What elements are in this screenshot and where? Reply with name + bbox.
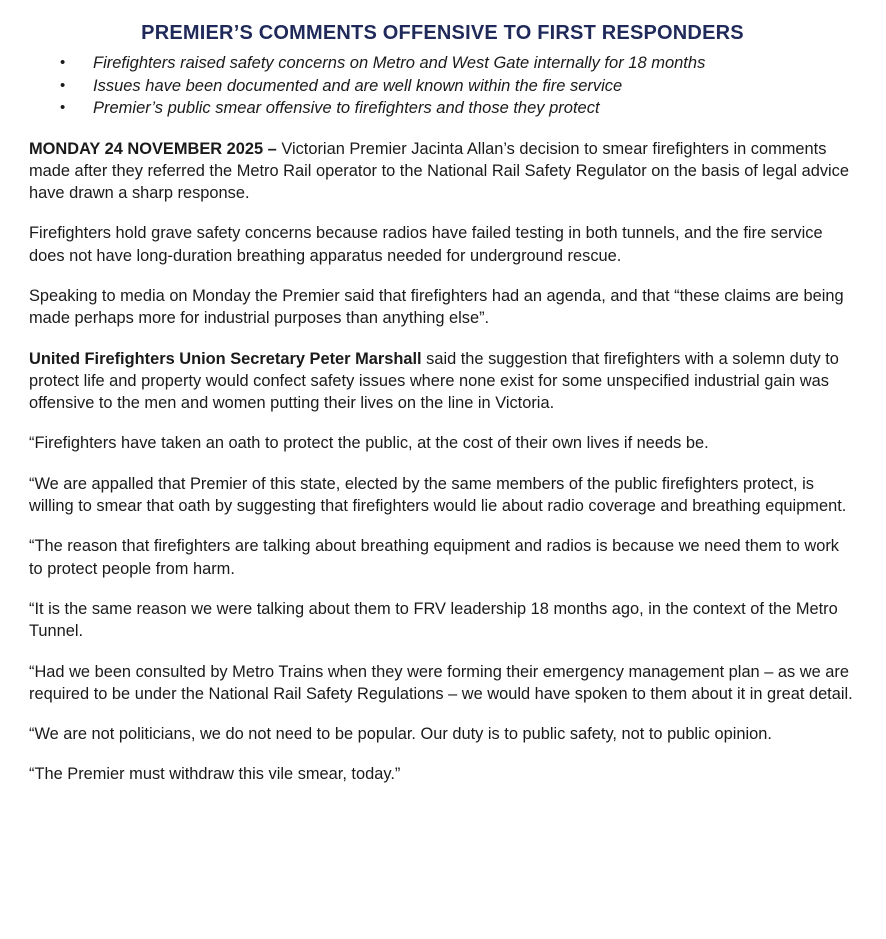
bullet-text: Premier’s public smear offensive to firefighters and those they protect — [93, 99, 600, 117]
bullet-dot-icon: • — [60, 99, 66, 116]
quote-equipment: “The reason that firefighters are talking about breathing equipment and radios is because we need them to work to protect people from harm. — [29, 537, 839, 578]
speaker-name: United Firefighters Union Secretary Peter Marshall — [29, 349, 422, 368]
bullet-item — [29, 75, 856, 98]
quote-consultation: “Had we been consulted by Metro Trains when they were forming their emergency management plan – as we are required to be under the National Rail Safety Regulations – we would have spoken to them about it in great detail. — [29, 662, 853, 703]
paragraph-lead — [29, 138, 856, 205]
quote-oath: “Firefighters have taken an oath to protect the public, at the cost of their own lives if needs be. — [29, 434, 709, 453]
bullet-item — [29, 97, 856, 120]
paragraph-premier-quote: Speaking to media on Monday the Premier said that firefighters had an agenda, and that “these claims are being made perhaps more for industrial purposes than anything else”. — [29, 286, 844, 328]
paragraph-union-response — [29, 348, 856, 415]
bullet-text: Issues have been documented and are well known within the fire service — [93, 76, 623, 95]
bullet-dot-icon: • — [60, 54, 66, 71]
lead-text: Victorian Premier Jacinta Allan’s decision to smear firefighters in comments made after they referred the Metro Rail operator to the National Rail Safety Regulator on the basis of legal advice have drawn a sharp response. — [29, 139, 849, 203]
quote-appalled: “We are appalled that Premier of this state, elected by the same members of the public firefighters protect, is willing to smear that oath by suggesting that firefighters would lie about radio coverage and breathing equipment. — [29, 474, 847, 516]
quote-frv-leadership: “It is the same reason we were talking about them to FRV leadership 18 months ago, in the context of the Metro Tunnel. — [29, 599, 838, 641]
headline: PREMIER’S COMMENTS OFFENSIVE TO FIRST RESPONDERS — [141, 22, 744, 44]
paragraph-concerns: Firefighters hold grave safety concerns because radios have failed testing in both tunnels, and the fire service does not have long-duration breathing apparatus needed for underground rescue. — [29, 224, 823, 265]
union-response-text: said the suggestion that firefighters with a solemn duty to protect life and property would confect safety issues where none exist for some unspecified industrial gain was offensive to the men and women putting their lives on the line in Victoria. — [29, 349, 839, 413]
quote-not-politicians: “We are not politicians, we do not need to be popular. Our duty is to public safety, not to public opinion. — [29, 725, 772, 744]
quote-withdraw: “The Premier must withdraw this vile smear, today.” — [29, 765, 401, 784]
summary-bullets — [29, 52, 856, 120]
bullet-dot-icon: • — [60, 76, 66, 94]
bullet-text: Firefighters raised safety concerns on Metro and West Gate internally for 18 months — [93, 54, 706, 72]
bullet-item — [29, 52, 856, 75]
dateline: MONDAY 24 NOVEMBER 2025 – — [29, 139, 277, 158]
